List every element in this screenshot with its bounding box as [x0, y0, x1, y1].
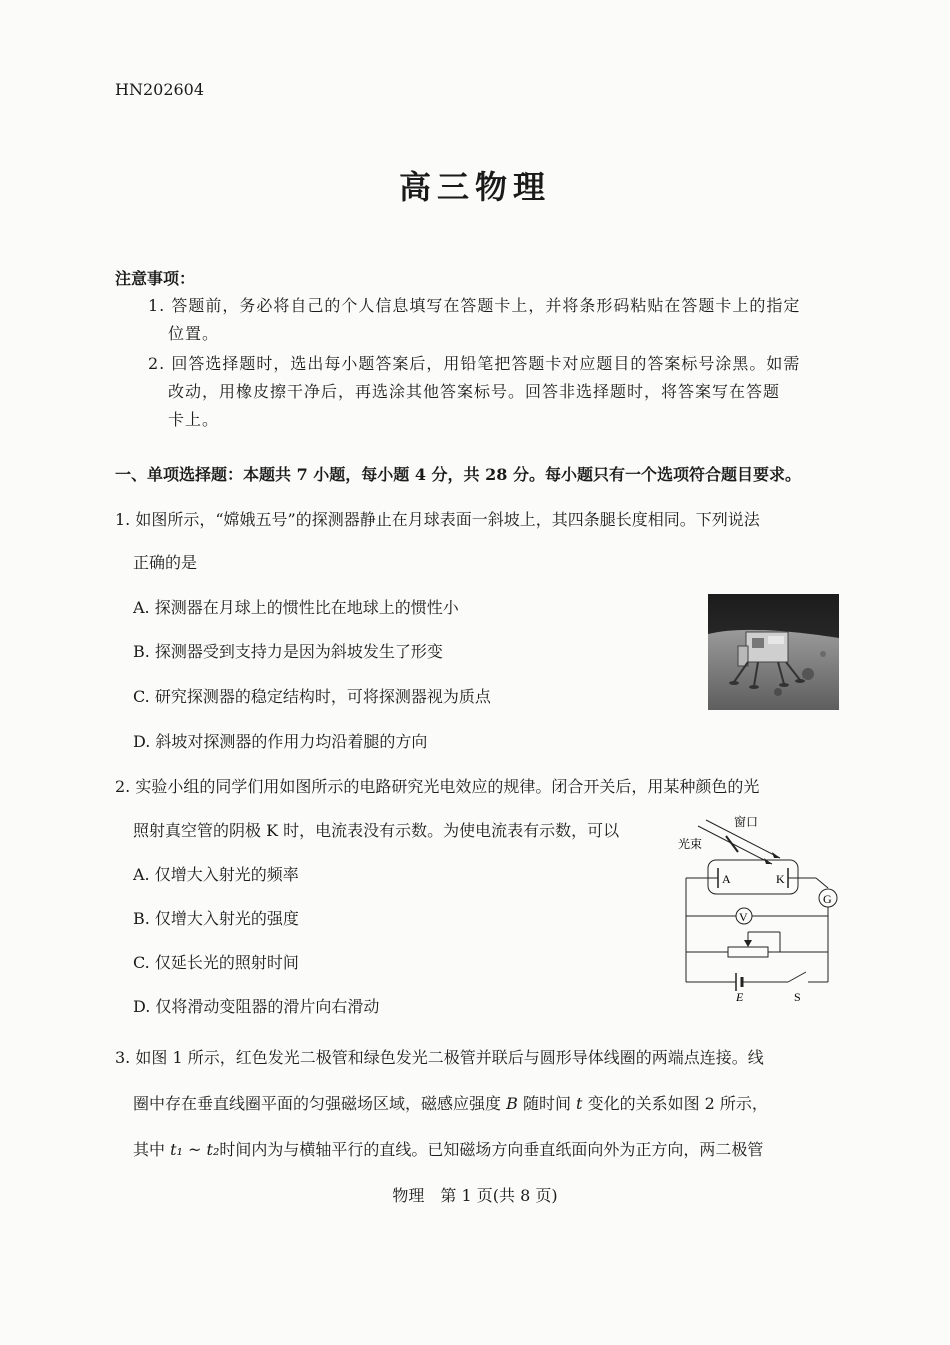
- label-cathode: K: [776, 872, 785, 886]
- q3-stem-line1: 3. 如图 1 所示，红色发光二极管和绿色发光二极管并联后与圆形导体线圈的两端点连接。线: [115, 1048, 764, 1067]
- label-switch: S: [794, 990, 801, 1002]
- notice-item-2: 2. 回答选择题时，选出每小题答案后，用铅笔把答题卡对应题目的答案标号涂黑。如需: [148, 354, 801, 373]
- q1-stem-line2: 正确的是: [133, 553, 198, 572]
- q2-option-b: B. 仅增大入射光的强度: [133, 909, 299, 928]
- q2-stem-line2: 照射真空管的阴极 K 时，电流表没有示数。为使电流表有示数，可以: [133, 821, 620, 840]
- label-voltmeter: V: [739, 910, 748, 924]
- notice-item-2-cont2: 卡上。: [168, 410, 220, 429]
- section-heading: 一、单项选择题：本题共 7 小题，每小题 4 分，共 28 分。每小题只有一个选项符合题目要求。: [115, 465, 801, 484]
- q2-option-d: D. 仅将滑动变阻器的滑片向右滑动: [133, 997, 380, 1016]
- notice-heading: 注意事项：: [115, 269, 196, 288]
- page-footer: 物理 第 1 页(共 8 页): [392, 1186, 558, 1205]
- q1-stem-line1: 1. 如图所示，“嫦娥五号”的探测器静止在月球表面一斜坡上，其四条腿长度相同。下列说法: [115, 510, 760, 529]
- q2-stem-line1: 2. 实验小组的同学们用如图所示的电路研究光电效应的规律。闭合开关后，用某种颜色的光: [115, 777, 760, 796]
- page-title: 高三物理: [398, 168, 551, 206]
- q1-option-d: D. 斜坡对探测器的作用力均沿着腿的方向: [133, 732, 428, 751]
- q1-option-a: A. 探测器在月球上的惯性比在地球上的惯性小: [133, 598, 459, 617]
- notice-item-1: 1. 答题前，务必将自己的个人信息填写在答题卡上，并将条形码粘贴在答题卡上的指定: [148, 296, 801, 315]
- q1-option-c: C. 研究探测器的稳定结构时，可将探测器视为质点: [133, 687, 491, 706]
- notice-item-2-cont: 改动，用橡皮擦干净后，再选涂其他答案标号。回答非选择题时，将答案写在答题: [168, 382, 781, 401]
- label-galvanometer: G: [823, 892, 832, 906]
- label-beam: 光束: [678, 837, 703, 851]
- lunar-lander-photo: [708, 594, 839, 710]
- q1-option-b: B. 探测器受到支持力是因为斜坡发生了形变: [133, 642, 443, 661]
- label-anode: A: [722, 872, 731, 886]
- label-emf: E: [736, 990, 744, 1002]
- label-window: 窗口: [734, 815, 759, 829]
- q2-option-c: C. 仅延长光的照射时间: [133, 953, 299, 972]
- photoelectric-circuit-diagram: [676, 812, 846, 1002]
- q3-stem-line3: 其中 t₁ ~ t₂时间内为与横轴平行的直线。已知磁场方向垂直纸面向外为正方向，两二极管: [133, 1140, 764, 1159]
- exam-code: HN202604: [115, 80, 205, 99]
- q2-option-a: A. 仅增大入射光的频率: [133, 865, 299, 884]
- q3-stem-line2: 圈中存在垂直线圈平面的匀强磁场区域，磁感应强度 B 随时间 t 变化的关系如图 2 所示，: [133, 1094, 768, 1113]
- notice-item-1-cont: 位置。: [168, 324, 220, 343]
